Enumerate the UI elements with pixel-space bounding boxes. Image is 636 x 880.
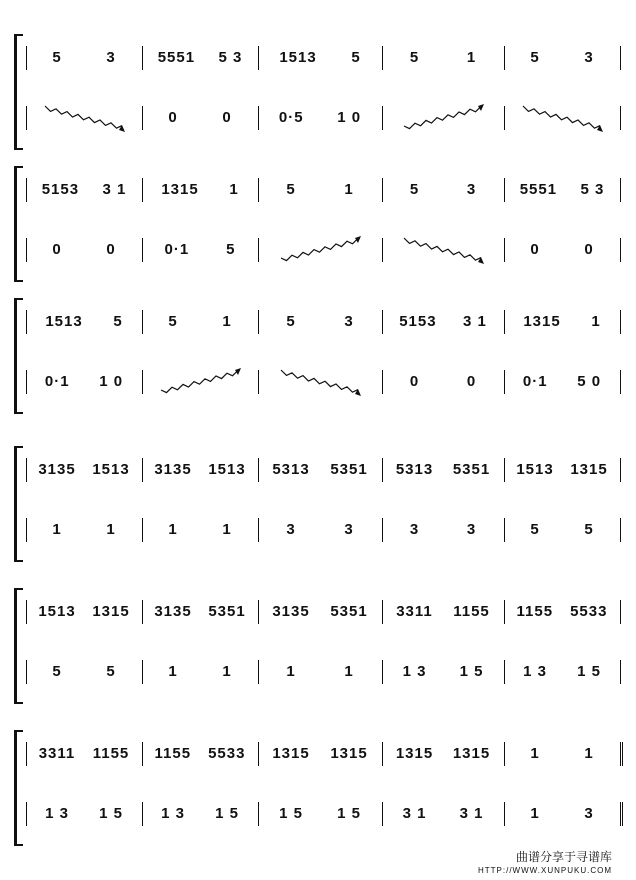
measure bbox=[262, 230, 378, 268]
note-group: 3311 bbox=[38, 744, 76, 762]
top-staff bbox=[26, 170, 620, 208]
note-group: 3 bbox=[584, 804, 594, 822]
barline bbox=[258, 178, 259, 202]
note-group: 1 5 bbox=[459, 662, 484, 680]
barline bbox=[258, 742, 259, 766]
barline bbox=[620, 238, 621, 262]
footer-title: 曲谱分享于寻谱库 bbox=[515, 850, 612, 864]
barline bbox=[382, 310, 383, 334]
note-group: 5 3 bbox=[218, 48, 243, 66]
barline bbox=[504, 660, 505, 684]
note-group: 1 bbox=[168, 520, 178, 538]
measure bbox=[262, 652, 378, 690]
glissando-mark bbox=[517, 104, 607, 132]
system-brace bbox=[14, 166, 23, 282]
note-group: 1 bbox=[530, 804, 540, 822]
barline bbox=[382, 46, 383, 70]
measure bbox=[262, 170, 378, 208]
note-group: 3 bbox=[584, 48, 594, 66]
note-group: 5 bbox=[584, 520, 594, 538]
note-group: 1315 bbox=[272, 744, 310, 762]
glissando-mark bbox=[155, 368, 245, 396]
barline bbox=[142, 742, 143, 766]
barline bbox=[26, 370, 27, 394]
barline bbox=[258, 600, 259, 624]
barline bbox=[258, 238, 259, 262]
note-group: 5 bbox=[106, 662, 116, 680]
note-group: 5 bbox=[168, 312, 178, 330]
note-group: 5153 bbox=[41, 180, 80, 198]
note-group: 3 bbox=[344, 312, 354, 330]
score-system bbox=[14, 582, 620, 704]
measure bbox=[30, 230, 138, 268]
measure bbox=[30, 794, 138, 832]
measure bbox=[262, 362, 378, 400]
note-group: 5 bbox=[52, 48, 62, 66]
note-group: 1155 bbox=[516, 602, 554, 620]
measure bbox=[146, 98, 254, 136]
top-staff bbox=[26, 592, 620, 630]
barline bbox=[620, 46, 621, 70]
barline bbox=[504, 178, 505, 202]
measure bbox=[30, 98, 138, 136]
barline bbox=[142, 370, 143, 394]
measure bbox=[146, 170, 254, 208]
note-group: 0 bbox=[466, 372, 477, 390]
measure bbox=[30, 450, 138, 488]
note-group: 5351 bbox=[330, 602, 368, 620]
barline bbox=[620, 370, 621, 394]
barline bbox=[504, 370, 505, 394]
note-group: 5551 bbox=[157, 48, 196, 66]
note-group: 1 bbox=[286, 662, 296, 680]
system-brace bbox=[14, 730, 23, 846]
barline bbox=[504, 518, 505, 542]
barline bbox=[258, 660, 259, 684]
measure bbox=[386, 734, 500, 772]
barline bbox=[504, 458, 505, 482]
note-group: 1 bbox=[591, 312, 601, 330]
measure bbox=[262, 450, 378, 488]
note-group: 3 bbox=[286, 520, 296, 538]
note-group: 1 bbox=[584, 744, 594, 762]
bottom-staff bbox=[26, 794, 620, 832]
note-group: 1 bbox=[106, 520, 116, 538]
top-staff bbox=[26, 302, 620, 340]
note-group: 1 5 bbox=[577, 662, 601, 680]
note-group: 1 bbox=[52, 520, 62, 538]
bottom-staff bbox=[26, 510, 620, 548]
barline bbox=[26, 178, 27, 202]
barline bbox=[504, 106, 505, 130]
glissando-mark bbox=[39, 104, 129, 132]
note-group: 1513 bbox=[92, 460, 130, 478]
footer bbox=[478, 850, 612, 878]
barline bbox=[382, 458, 383, 482]
score-system bbox=[14, 440, 620, 562]
note-group: 1315 bbox=[161, 180, 199, 198]
note-group: 5313 bbox=[395, 460, 434, 478]
score-system bbox=[14, 292, 620, 414]
note-group: 0·1 bbox=[522, 372, 548, 390]
barline bbox=[26, 600, 27, 624]
system-brace bbox=[14, 588, 23, 704]
barline bbox=[382, 106, 383, 130]
note-group: 5 bbox=[52, 662, 62, 680]
note-group: 1 3 bbox=[523, 662, 547, 680]
barline bbox=[620, 600, 621, 624]
barline bbox=[26, 46, 27, 70]
measure bbox=[386, 230, 500, 268]
barline bbox=[142, 238, 143, 262]
bottom-staff bbox=[26, 362, 620, 400]
measure bbox=[262, 734, 378, 772]
barline bbox=[504, 46, 505, 70]
measure bbox=[30, 592, 138, 630]
barline bbox=[258, 310, 259, 334]
barline bbox=[382, 518, 383, 542]
system-brace bbox=[14, 34, 23, 150]
note-group: 1 bbox=[168, 662, 178, 680]
note-group: 0·1 bbox=[164, 240, 190, 258]
note-group: 3 bbox=[106, 48, 116, 66]
note-group: 0·5 bbox=[278, 108, 304, 126]
measure bbox=[146, 592, 254, 630]
measure bbox=[146, 794, 254, 832]
barline bbox=[26, 802, 27, 826]
measure bbox=[508, 652, 616, 690]
note-group: 1315 bbox=[330, 744, 368, 762]
measure bbox=[386, 362, 500, 400]
measure bbox=[262, 592, 378, 630]
barline bbox=[620, 518, 621, 542]
measure bbox=[508, 510, 616, 548]
note-group: 1155 bbox=[92, 744, 130, 762]
measure bbox=[262, 794, 378, 832]
barline bbox=[26, 742, 27, 766]
note-group: 1 bbox=[530, 744, 540, 762]
note-group: 1513 bbox=[279, 48, 317, 66]
barline bbox=[382, 238, 383, 262]
measure bbox=[146, 652, 254, 690]
measure bbox=[386, 592, 500, 630]
note-group: 5 bbox=[409, 180, 420, 198]
note-group: 5351 bbox=[330, 460, 368, 478]
note-group: 5551 bbox=[519, 180, 558, 198]
barline bbox=[258, 458, 259, 482]
note-group: 5313 bbox=[272, 460, 310, 478]
measure bbox=[386, 450, 500, 488]
measure bbox=[508, 450, 616, 488]
barline bbox=[142, 106, 143, 130]
barline bbox=[504, 742, 505, 766]
note-group: 1 3 bbox=[161, 804, 185, 822]
barline bbox=[620, 178, 621, 202]
note-group: 1 5 bbox=[215, 804, 239, 822]
note-group: 5 bbox=[226, 240, 236, 258]
note-group: 1 0 bbox=[337, 108, 362, 126]
note-group: 0 bbox=[106, 240, 116, 258]
note-group: 0 bbox=[222, 108, 232, 126]
note-group: 3 1 bbox=[459, 804, 484, 822]
barline bbox=[142, 310, 143, 334]
bottom-staff bbox=[26, 98, 620, 136]
note-group: 1 5 bbox=[337, 804, 361, 822]
barline bbox=[382, 600, 383, 624]
note-group: 3 1 bbox=[102, 180, 127, 198]
barline bbox=[382, 370, 383, 394]
measure bbox=[386, 170, 500, 208]
barline bbox=[142, 660, 143, 684]
note-group: 1 bbox=[344, 662, 354, 680]
note-group: 0 bbox=[52, 240, 62, 258]
measure bbox=[386, 794, 500, 832]
barline bbox=[504, 238, 505, 262]
note-group: 3 bbox=[466, 180, 477, 198]
measure bbox=[146, 734, 254, 772]
score-system bbox=[14, 160, 620, 282]
note-group: 1315 bbox=[395, 744, 434, 762]
note-group: 5 bbox=[351, 48, 361, 66]
note-group: 3 1 bbox=[462, 312, 487, 330]
barline bbox=[382, 742, 383, 766]
note-group: 1 bbox=[222, 520, 232, 538]
bottom-staff bbox=[26, 230, 620, 268]
barline bbox=[382, 660, 383, 684]
glissando-mark bbox=[398, 104, 488, 132]
note-group: 5 bbox=[286, 312, 296, 330]
note-group: 0·1 bbox=[44, 372, 70, 390]
note-group: 3 bbox=[344, 520, 354, 538]
note-group: 1 3 bbox=[402, 662, 427, 680]
barline bbox=[142, 518, 143, 542]
measure bbox=[262, 98, 378, 136]
measure bbox=[508, 794, 616, 832]
note-group: 3 bbox=[409, 520, 420, 538]
measure bbox=[386, 98, 500, 136]
barline bbox=[504, 310, 505, 334]
note-group: 0 bbox=[409, 372, 420, 390]
top-staff bbox=[26, 734, 620, 772]
barline bbox=[142, 802, 143, 826]
measure bbox=[508, 170, 616, 208]
note-group: 5533 bbox=[208, 744, 246, 762]
note-group: 1315 bbox=[570, 460, 608, 478]
barline bbox=[26, 238, 27, 262]
measure bbox=[30, 38, 138, 76]
note-group: 5351 bbox=[452, 460, 491, 478]
measure bbox=[508, 362, 616, 400]
measure bbox=[386, 652, 500, 690]
note-group: 5 bbox=[113, 312, 123, 330]
barline bbox=[620, 458, 621, 482]
barline bbox=[26, 106, 27, 130]
note-group: 3311 bbox=[396, 602, 433, 620]
barline bbox=[620, 106, 621, 130]
note-group: 1155 bbox=[453, 602, 490, 620]
note-group: 3 1 bbox=[402, 804, 427, 822]
measure bbox=[386, 510, 500, 548]
note-group: 5533 bbox=[570, 602, 608, 620]
measure bbox=[146, 510, 254, 548]
glissando-mark bbox=[398, 236, 488, 264]
note-group: 1513 bbox=[208, 460, 246, 478]
note-group: 1 5 bbox=[99, 804, 123, 822]
measure bbox=[30, 652, 138, 690]
note-group: 0 bbox=[530, 240, 540, 258]
measure bbox=[262, 510, 378, 548]
note-group: 1513 bbox=[45, 312, 83, 330]
note-group: 1 0 bbox=[99, 372, 124, 390]
barline bbox=[142, 46, 143, 70]
barline bbox=[382, 802, 383, 826]
note-group: 1315 bbox=[452, 744, 491, 762]
note-group: 1 bbox=[222, 312, 232, 330]
note-group: 5 bbox=[409, 48, 420, 66]
note-group: 1 bbox=[466, 48, 477, 66]
note-group: 0 bbox=[584, 240, 594, 258]
barline bbox=[142, 600, 143, 624]
measure bbox=[262, 302, 378, 340]
measure bbox=[386, 302, 500, 340]
note-group: 5 0 bbox=[577, 372, 602, 390]
note-group: 0 bbox=[168, 108, 178, 126]
barline bbox=[26, 518, 27, 542]
measure bbox=[146, 362, 254, 400]
barline bbox=[258, 106, 259, 130]
glissando-mark bbox=[275, 236, 365, 264]
note-group: 5 bbox=[530, 48, 540, 66]
measure bbox=[146, 230, 254, 268]
measure bbox=[508, 734, 616, 772]
system-brace bbox=[14, 446, 23, 562]
note-group: 1315 bbox=[92, 602, 130, 620]
note-group: 5153 bbox=[399, 312, 437, 330]
measure bbox=[386, 38, 500, 76]
barline bbox=[620, 310, 621, 334]
measure bbox=[508, 592, 616, 630]
footer-url: HTTP://WWW.XUNPUKU.COM bbox=[478, 866, 612, 875]
measure bbox=[508, 230, 616, 268]
note-group: 3135 bbox=[154, 460, 192, 478]
score-system bbox=[14, 28, 620, 150]
glissando-mark bbox=[275, 368, 365, 396]
measure bbox=[508, 98, 616, 136]
top-staff bbox=[26, 450, 620, 488]
measure bbox=[30, 510, 138, 548]
top-staff bbox=[26, 38, 620, 76]
barline bbox=[620, 802, 627, 826]
note-group: 1 5 bbox=[279, 804, 303, 822]
note-group: 3135 bbox=[272, 602, 310, 620]
measure bbox=[262, 38, 378, 76]
barline bbox=[142, 178, 143, 202]
note-group: 1 bbox=[229, 180, 239, 198]
note-group: 1 bbox=[344, 180, 354, 198]
score-system bbox=[14, 724, 620, 846]
barline bbox=[620, 742, 627, 766]
measure bbox=[30, 734, 138, 772]
barline bbox=[142, 458, 143, 482]
measure bbox=[146, 38, 254, 76]
note-group: 1155 bbox=[154, 744, 192, 762]
bottom-staff bbox=[26, 652, 620, 690]
barline bbox=[26, 310, 27, 334]
system-brace bbox=[14, 298, 23, 414]
note-group: 5351 bbox=[208, 602, 246, 620]
measure bbox=[508, 302, 616, 340]
note-group: 5 bbox=[530, 520, 540, 538]
note-group: 3135 bbox=[38, 460, 76, 478]
measure bbox=[508, 38, 616, 76]
measure bbox=[30, 362, 138, 400]
barline bbox=[26, 660, 27, 684]
barline bbox=[258, 370, 259, 394]
barline bbox=[258, 46, 259, 70]
note-group: 1 bbox=[222, 662, 232, 680]
note-group: 3 bbox=[466, 520, 477, 538]
measure bbox=[30, 302, 138, 340]
note-group: 5 bbox=[286, 180, 296, 198]
barline bbox=[258, 802, 259, 826]
note-group: 1513 bbox=[516, 460, 554, 478]
barline bbox=[258, 518, 259, 542]
barline bbox=[504, 600, 505, 624]
note-group: 3135 bbox=[154, 602, 192, 620]
note-group: 1315 bbox=[523, 312, 561, 330]
barline bbox=[504, 802, 505, 826]
note-group: 5 3 bbox=[580, 180, 605, 198]
barline bbox=[26, 458, 27, 482]
barline bbox=[620, 660, 621, 684]
note-group: 1 3 bbox=[45, 804, 69, 822]
note-group: 1513 bbox=[38, 602, 76, 620]
measure bbox=[30, 170, 138, 208]
barline bbox=[382, 178, 383, 202]
measure bbox=[146, 302, 254, 340]
measure bbox=[146, 450, 254, 488]
